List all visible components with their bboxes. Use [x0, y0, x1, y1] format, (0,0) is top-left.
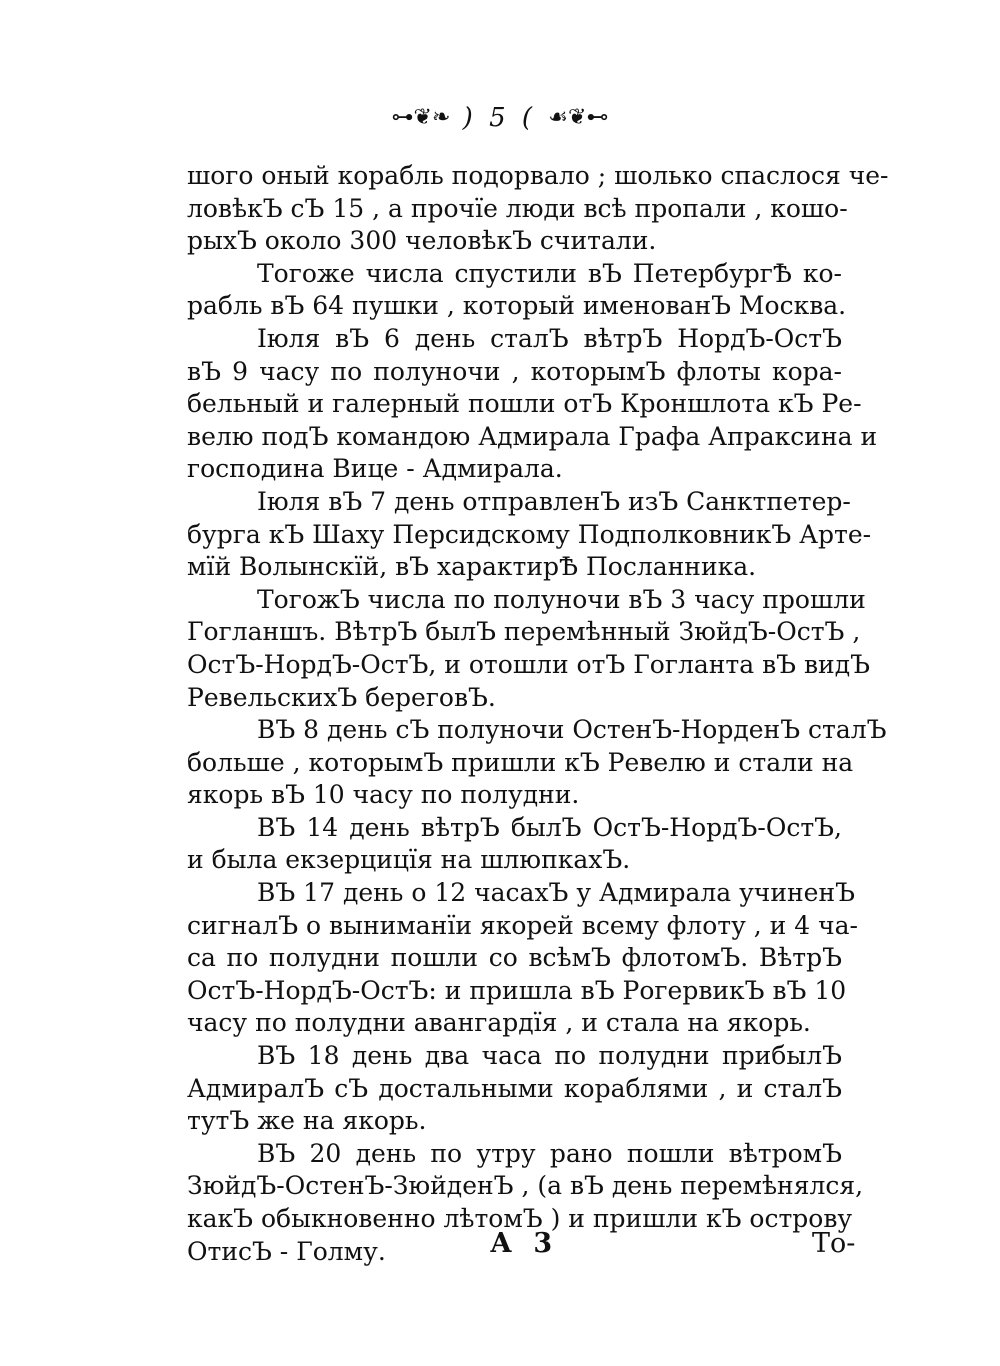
text-line: Iюля вЪ 6 день сталЪ вѣтрЪ НордЪ-ОстЪ [257, 323, 842, 353]
text-line: бурга кЪ Шаху Персидскому ПодполковникЪ Арте- [187, 519, 872, 549]
text-line: ВЪ 18 день два часа по полудни прибылЪ [257, 1041, 842, 1071]
text-line: ВЪ 14 день вѣтрЪ былЪ ОстЪ-НордЪ-ОстЪ, [257, 812, 842, 842]
text-line: бельный и галерный пошли отЪ Кроншлота кЪ Ре- [187, 389, 862, 419]
text-line: Тогоже числа спустили вЪ ПетербургѢ ко- [257, 258, 842, 288]
text-line: АдмиралЪ сЪ достальными кораблями , и сталЪ [187, 1073, 842, 1103]
text-line: велю подЪ командою Адмирала Графа Апраксина и [187, 421, 878, 451]
page-header [0, 103, 1000, 133]
text-line: ЗюйдЪ-ОстенЪ-ЗюйденЪ , (а вЪ день перемѣнялся, [187, 1171, 864, 1201]
catchword: То- [812, 1228, 856, 1259]
text-line: сигналЪ о выниманїи якорей всему флоту , и 4 ча- [187, 910, 858, 940]
body-text [187, 160, 889, 1268]
ornament-left-icon: ⊶❦❧ [391, 105, 451, 130]
text-line: Гогланшъ. ВѣтрЪ былЪ перемѣнный ЗюйдЪ-ОстЪ , [187, 617, 861, 647]
page-footer [0, 1228, 1000, 1268]
page-number: ) 5 ( [462, 103, 537, 133]
text-line: вЪ 9 часу по полуночи , которымЪ флоты кора- [187, 356, 842, 386]
text-line: ВЪ 8 день сЪ полуночи ОстенЪ-НорденЪ сталЪ [257, 715, 887, 745]
text-line: тутЪ же на якорь. [187, 1106, 427, 1136]
text-line: часу по полудни авангардїя , и стала на якорь. [187, 1008, 811, 1038]
text-line: ОтисЪ - Голму. [187, 1236, 386, 1266]
text-line: господина Вице - Адмирала. [187, 454, 563, 484]
text-line: и была екзерцицїя на шлюпкахЪ. [187, 845, 631, 875]
text-line: мїй Волынскїй, вЪ характирѢ Посланника. [187, 552, 757, 582]
ornament-right-icon: ☙❦⊷ [548, 105, 609, 130]
text-line: ОстЪ-НордЪ-ОстЪ, и отошли отЪ Гогланта вЪ видЪ [187, 649, 870, 679]
text-line: какЪ обыкновенно лѣтомЪ ) и пришли кЪ острову [187, 1204, 853, 1233]
text-line: Iюля вЪ 7 день отправленЪ изЪ Санктпетер- [257, 486, 851, 516]
text-line: РевельскихЪ береговЪ. [187, 682, 496, 712]
text-line: шого оный корабль подорвало ; шолько спаслося че- [187, 161, 889, 190]
text-line: ОстЪ-НордЪ-ОстЪ: и пришла вЪ РогервикЪ вЪ 10 [187, 975, 847, 1005]
text-line: рыхЪ около 300 человѣкЪ считали. [187, 226, 657, 256]
signature-mark: А 3 [490, 1228, 559, 1259]
text-line: са по полудни пошли со всѣмЪ флотомЪ. ВѣтрЪ [187, 943, 842, 973]
text-line: ВЪ 20 день по утру рано пошли вѣтромЪ [257, 1138, 842, 1168]
text-line: рабль вЪ 64 пушки , который именованЪ Москва. [187, 291, 847, 321]
text-line: якорь вЪ 10 часу по полудни. [187, 780, 580, 810]
text-line: ТогожЪ числа по полуночи вЪ 3 часу прошли [257, 584, 866, 614]
text-line: ВЪ 17 день о 12 часахЪ у Адмирала учиненЪ [257, 878, 855, 908]
text-line: больше , которымЪ пришли кЪ Ревелю и стали на [187, 747, 854, 777]
text-line: ловѣкЪ сЪ 15 , а прочїе люди всѣ пропали , кошо- [187, 193, 848, 223]
